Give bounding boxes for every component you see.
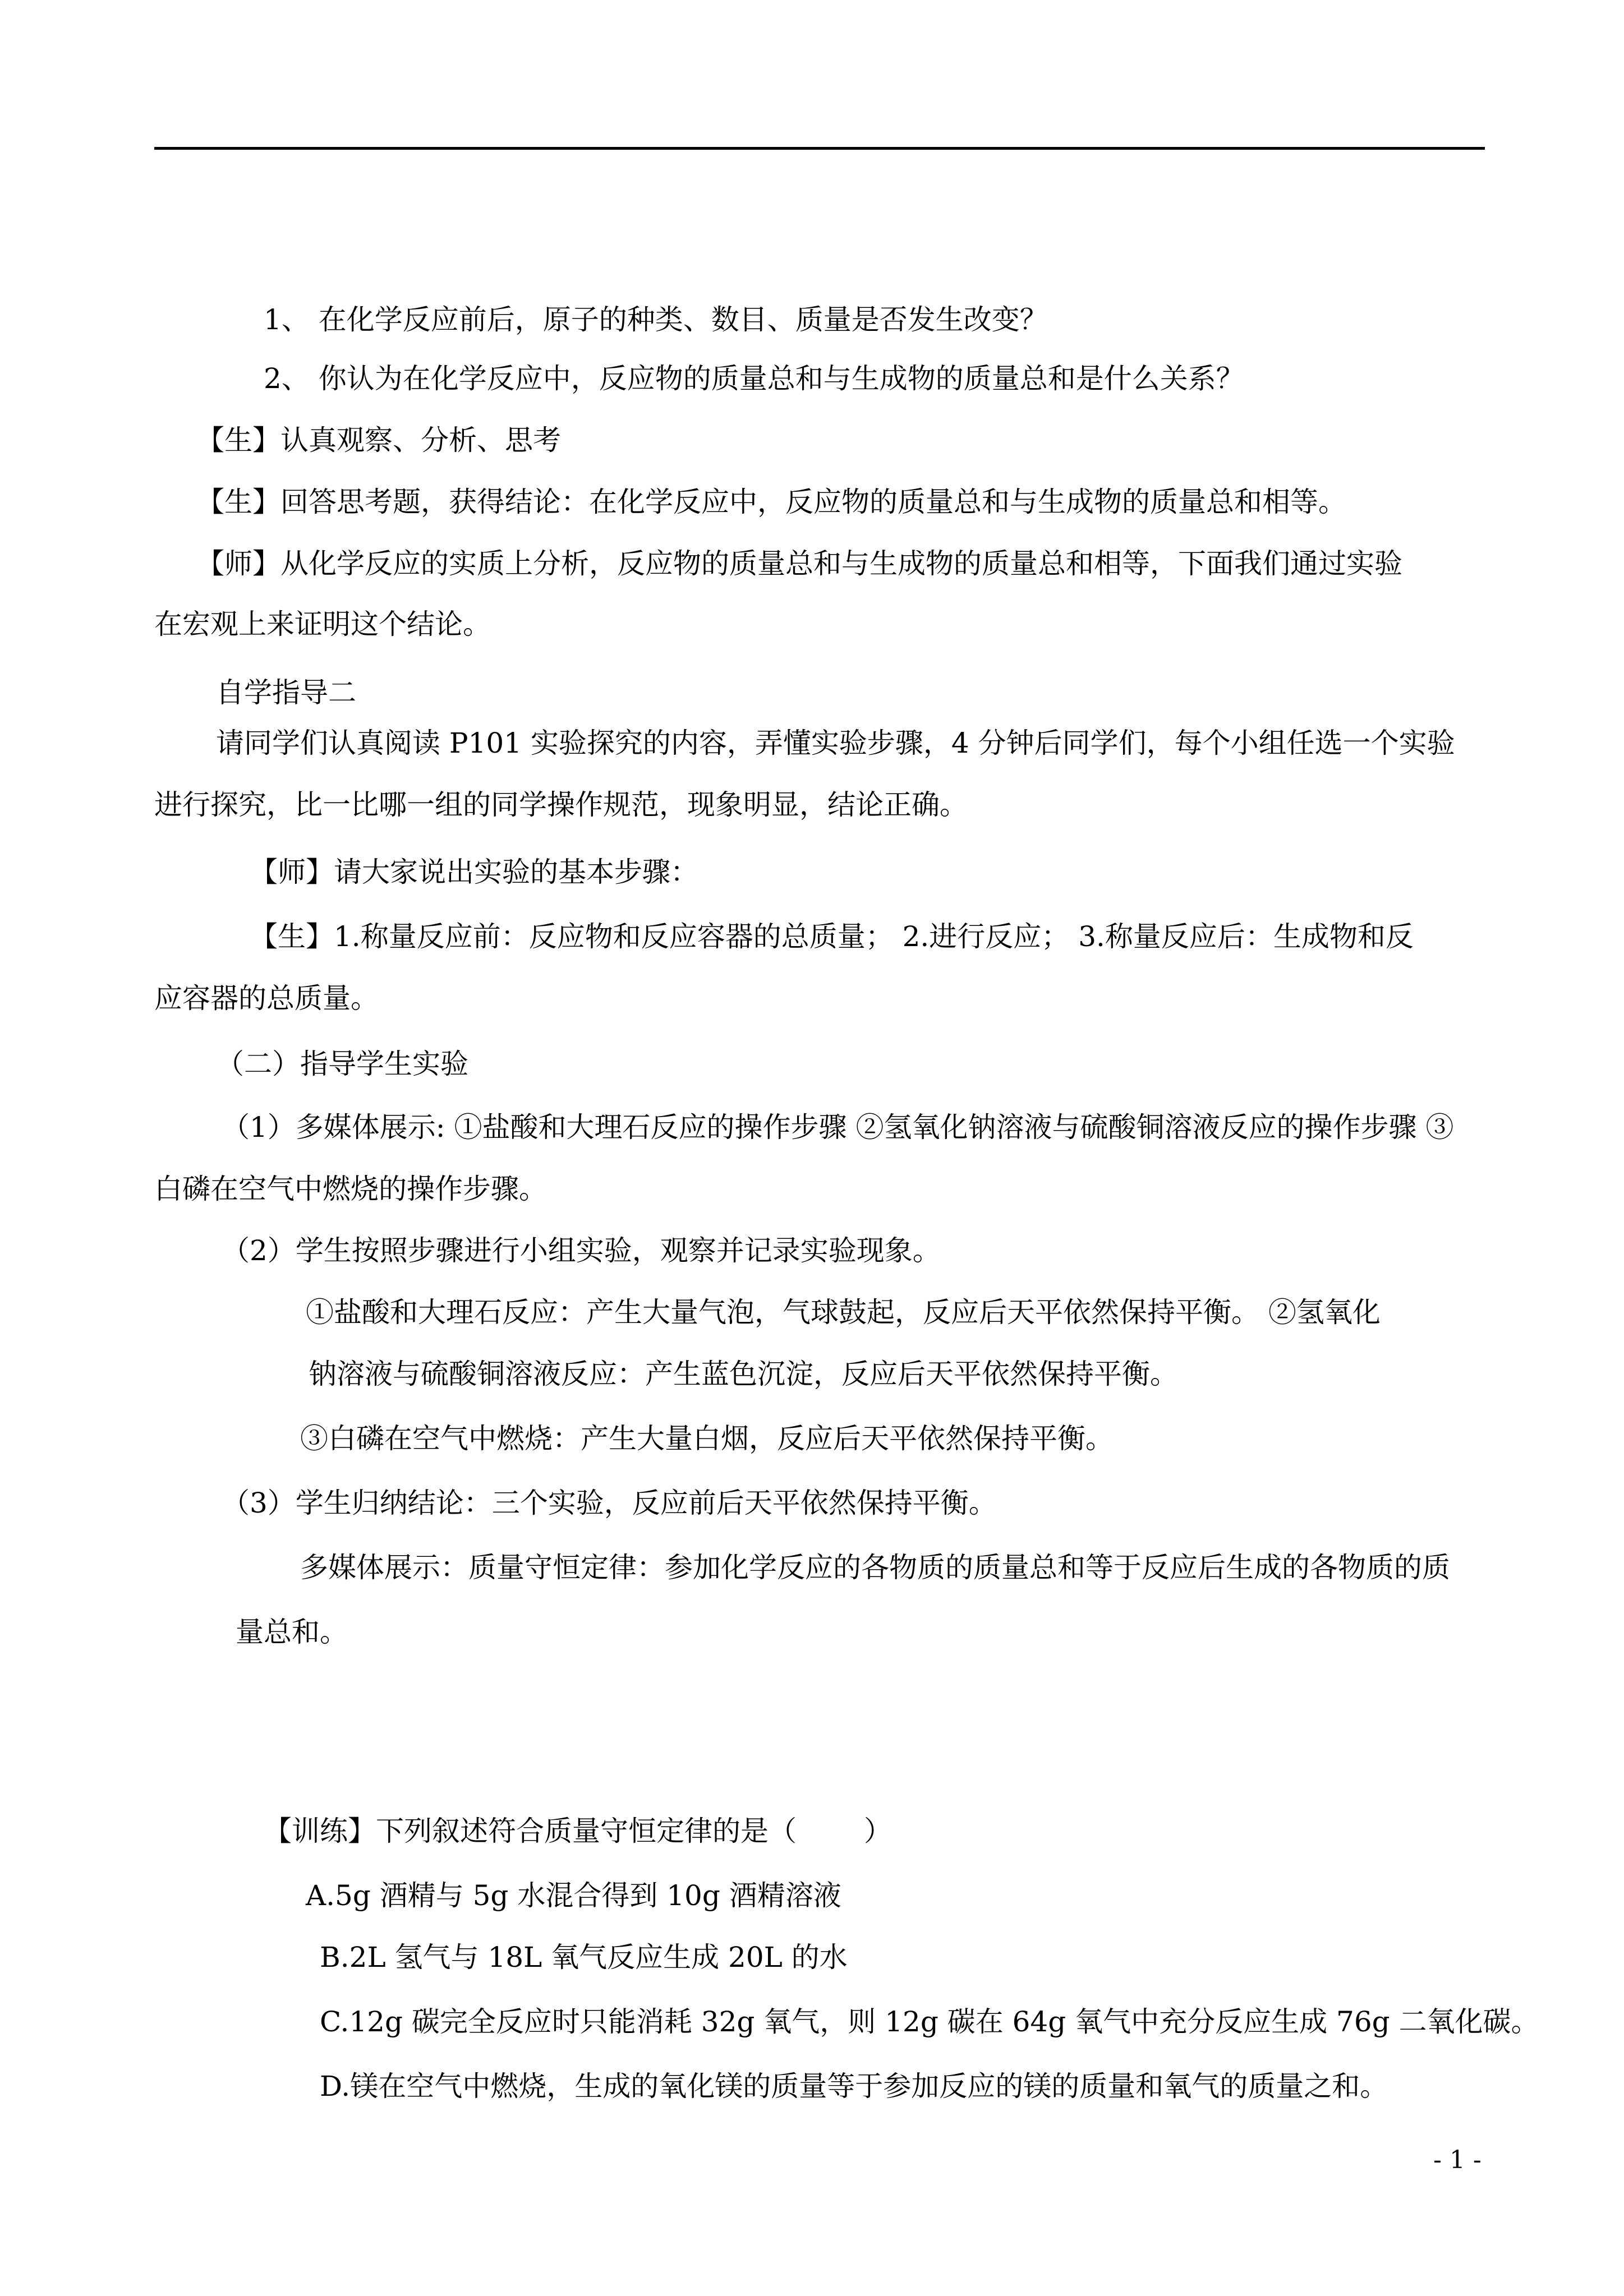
exercise-prompt xyxy=(264,1814,892,1848)
student-steps-line-2: 应容器的总质量。 xyxy=(154,982,379,1015)
self-study-line-1: 请同学们认真阅读 P101 实验探究的内容，弄懂实验步骤，4 分钟后同学们，每个小组任选一个实验 xyxy=(216,727,1455,759)
section-two-item-1-line-2: 白磷在空气中燃烧的操作步骤。 xyxy=(154,1173,547,1205)
self-study-heading: 自学指导二 xyxy=(216,676,356,709)
exercise-prompt-close: ） xyxy=(864,1815,892,1847)
page-number: - 1 - xyxy=(1433,2146,1482,2174)
option-a: A.5g 酒精与 5g 水混合得到 10g 酒精溶液 xyxy=(306,1879,841,1912)
teacher-steps-prompt: 【师】请大家说出实验的基本步骤： xyxy=(250,856,698,888)
option-c: C.12g 碳完全反应时只能消耗 32g 氧气，则 12g 碳在 64g 氧气中充分反应生成 76g 二氧化碳。 xyxy=(320,2005,1539,2038)
student-remark-2: 【生】回答思考题，获得结论：在化学反应中，反应物的质量总和与生成物的质量总和相等。 xyxy=(196,486,1346,518)
exercise-prompt-text: 【训练】下列叙述符合质量守恒定律的是（ xyxy=(264,1815,797,1847)
section-two-item-1-line-1: （1）多媒体展示: ①盐酸和大理石反应的操作步骤 ②氢氧化钠溶液与硫酸铜溶液反应的操作步骤 ③ xyxy=(222,1111,1454,1144)
conservation-law-line-1: 多媒体展示：质量守恒定律：参加化学反应的各物质的质量总和等于反应后生成的各物质的质 xyxy=(300,1551,1450,1584)
header-rule xyxy=(154,147,1485,150)
section-two-item-3: （3）学生归纳结论：三个实验，反应前后天平依然保持平衡。 xyxy=(222,1487,997,1519)
student-remark-1: 【生】认真观察、分析、思考 xyxy=(196,424,561,457)
section-two-item-2: （2）学生按照步骤进行小组实验，观察并记录实验现象。 xyxy=(222,1234,941,1267)
teacher-remark-1-line-1: 【师】从化学反应的实质上分析，反应物的质量总和与生成物的质量总和相等，下面我们通过实验 xyxy=(196,547,1402,580)
self-study-line-2: 进行探究，比一比哪一组的同学操作规范，现象明显，结论正确。 xyxy=(154,789,968,821)
teacher-remark-1-line-2: 在宏观上来证明这个结论。 xyxy=(154,608,491,640)
observation-1-line-2: 钠溶液与硫酸铜溶液反应：产生蓝色沉淀，反应后天平依然保持平衡。 xyxy=(309,1358,1178,1390)
conservation-law-line-2: 量总和。 xyxy=(236,1616,348,1648)
student-steps-line-1: 【生】1.称量反应前：反应物和反应容器的总质量； 2.进行反应； 3.称量反应后：生成物和反 xyxy=(250,920,1414,953)
section-two-heading: （二）指导学生实验 xyxy=(216,1048,468,1080)
question-2: 2、 你认为在化学反应中，反应物的质量总和与生成物的质量总和是什么关系？ xyxy=(264,362,1244,395)
option-d: D.镁在空气中燃烧，生成的氧化镁的质量等于参加反应的镁的质量和氧气的质量之和。 xyxy=(320,2070,1388,2103)
observation-1-line-1: ①盐酸和大理石反应：产生大量气泡，气球鼓起，反应后天平依然保持平衡。 ②氢氧化 xyxy=(306,1296,1381,1329)
option-b: B.2L 氢气与 18L 氧气反应生成 20L 的水 xyxy=(320,1941,848,1974)
observation-3: ③白磷在空气中燃烧：产生大量白烟，反应后天平依然保持平衡。 xyxy=(300,1422,1114,1455)
question-1: 1、 在化学反应前后，原子的种类、数目、质量是否发生改变？ xyxy=(264,303,1048,336)
